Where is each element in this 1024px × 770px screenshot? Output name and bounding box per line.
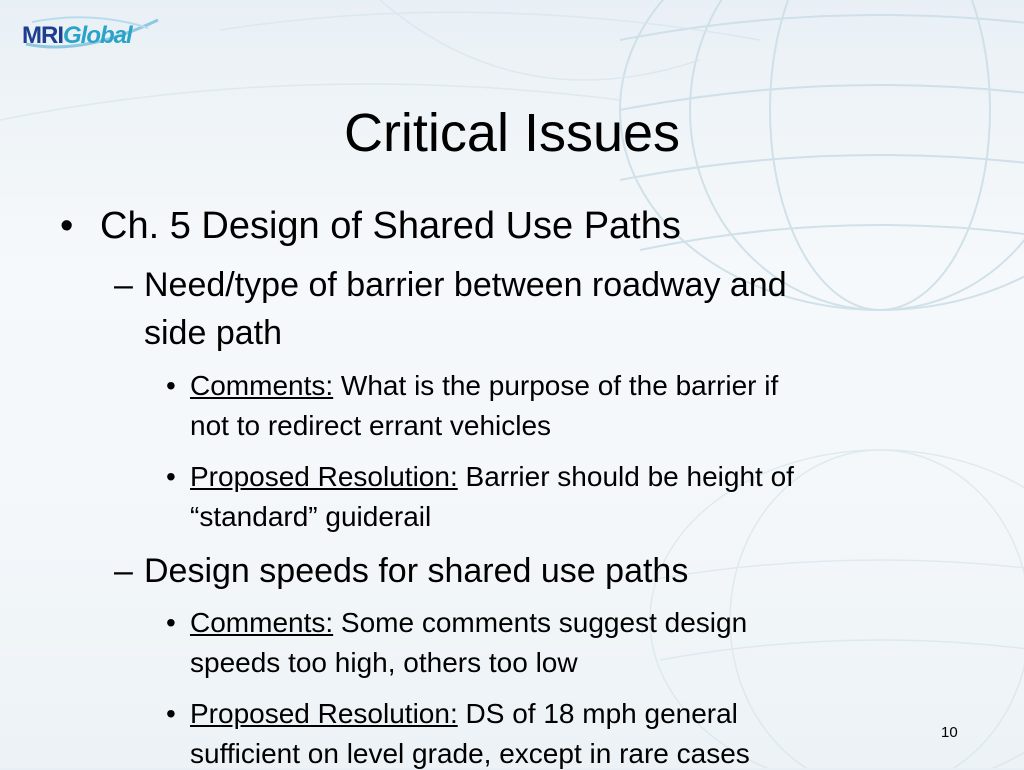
bullet-dot-icon: • bbox=[166, 370, 176, 401]
bullet-dot-icon: • bbox=[166, 607, 176, 638]
resolution-label: Proposed Resolution: bbox=[190, 461, 458, 492]
resolution-text-cont: “standard” guiderail bbox=[190, 501, 432, 532]
resolution-text-cont: sufficient on level grade, except in rare cases bbox=[190, 738, 750, 769]
comments-item-1 bbox=[190, 370, 778, 402]
comments-text: What is the purpose of the barrier if bbox=[333, 370, 779, 401]
comments-item-2 bbox=[190, 607, 747, 639]
bullet-chapter-5: Ch. 5 Design of Shared Use Paths bbox=[100, 205, 681, 247]
resolution-label: Proposed Resolution: bbox=[190, 698, 458, 729]
bullet-dot-icon: • bbox=[166, 698, 176, 729]
resolution-text: Barrier should be height of bbox=[457, 461, 794, 492]
logo-text bbox=[22, 22, 132, 50]
comments-label: Comments: bbox=[190, 370, 334, 401]
resolution-item-2 bbox=[190, 698, 738, 730]
sub-bullet-barrier-line1: Need/type of barrier between roadway and bbox=[144, 266, 787, 304]
bullet-dot-icon: • bbox=[60, 205, 74, 247]
comments-text-cont: not to redirect errant vehicles bbox=[190, 410, 552, 441]
logo-mri-text: MRI bbox=[22, 22, 63, 49]
comments-text-cont: speeds too high, others too low bbox=[190, 647, 578, 678]
bullet-dot-icon: • bbox=[166, 461, 176, 492]
resolution-item-1 bbox=[190, 461, 794, 493]
dash-icon: – bbox=[114, 552, 133, 590]
dash-icon: – bbox=[114, 266, 133, 304]
resolution-text: DS of 18 mph general bbox=[457, 698, 738, 729]
comments-label: Comments: bbox=[190, 607, 334, 638]
sub-bullet-design-speeds: Design speeds for shared use paths bbox=[144, 552, 689, 590]
slide-title: Critical Issues bbox=[343, 103, 681, 163]
page-number: 10 bbox=[941, 724, 958, 741]
sub-bullet-barrier-line2: side path bbox=[144, 314, 282, 352]
comments-text: Some comments suggest design bbox=[333, 607, 748, 638]
logo-global-text: Global bbox=[63, 22, 132, 49]
